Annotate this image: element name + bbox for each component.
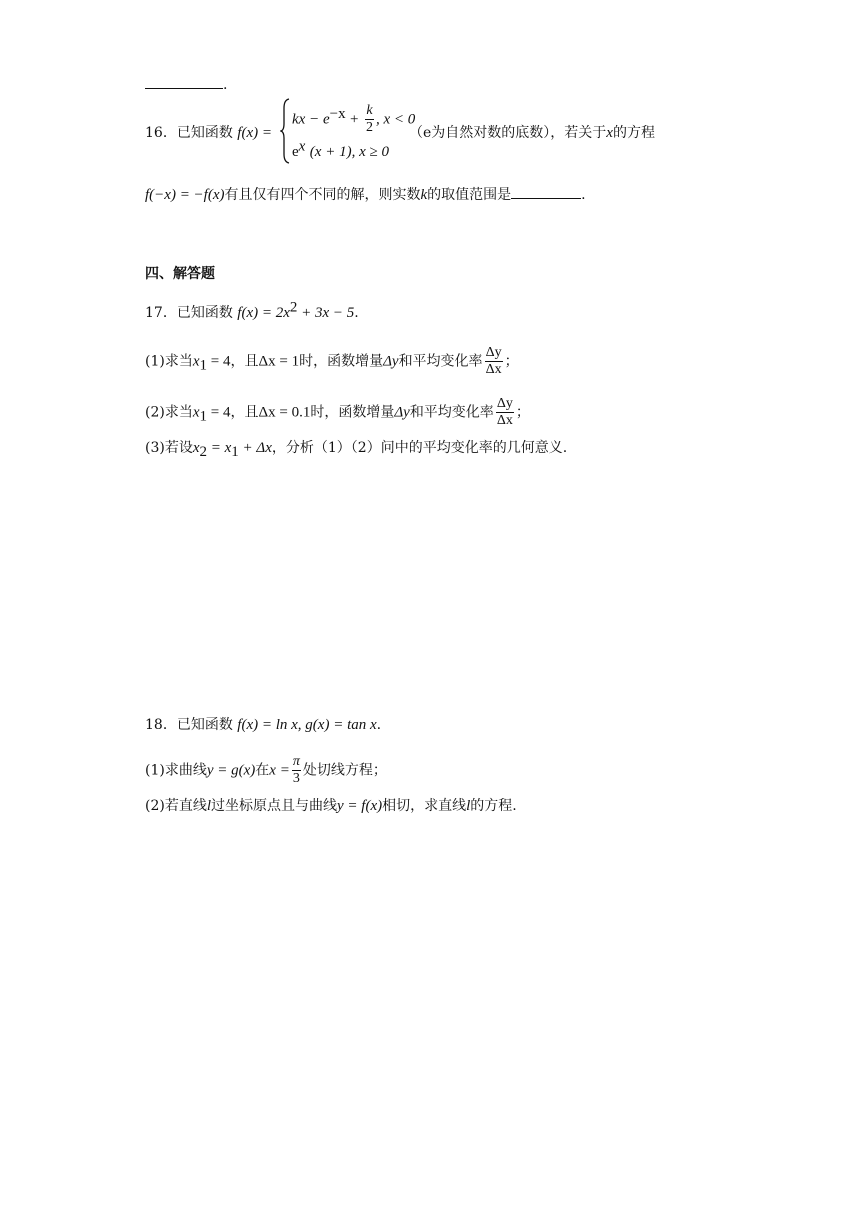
q17-p1-dy: Δy (383, 353, 399, 370)
q18-p1-curve: y = g(x) (206, 762, 256, 779)
q16-line2 (145, 184, 586, 205)
case2-rest: (x + 1), x ≥ 0 (309, 144, 389, 160)
fraction-numerator: π (292, 754, 300, 769)
q16-note-end: 的方程 (612, 125, 655, 141)
q17-part1 (145, 345, 519, 378)
q17-p2-x: x (192, 404, 200, 421)
q17-p2-rate: 和平均变化率 (409, 404, 494, 421)
piecewise-case-1 (292, 103, 415, 136)
case2-base: e (292, 144, 299, 160)
section-heading: 四、解答题 (145, 266, 215, 282)
q17-p2-dx: Δx = 0.1 (258, 404, 311, 421)
q18-p2-text2: 相切，求直线 (382, 798, 467, 814)
q17-p3-eq: = x (207, 440, 232, 456)
q16-note (409, 123, 655, 143)
q18-stem (145, 715, 381, 735)
piecewise-brace (280, 98, 290, 164)
q17-p1-rate: 和平均变化率 (398, 353, 483, 370)
q16-equation: f(−x) = −f(x) (145, 187, 225, 203)
question-number: 18． (145, 717, 177, 733)
q17-p1-x: x (192, 353, 200, 370)
q17-p1-val: = 4 (207, 353, 231, 370)
pi-fraction (292, 754, 301, 787)
q18-funcs: f(x) = ln x, g(x) = tan x (237, 717, 377, 733)
q18-funcs-end: . (376, 717, 382, 733)
q18-p1-at: 在 (255, 762, 270, 779)
previous-answer-line (145, 74, 227, 95)
q18-part2 (145, 796, 517, 816)
q16-var: x (606, 125, 613, 141)
q17-p2-dy: Δy (394, 404, 410, 421)
q17-p2-and: ，且 (230, 404, 259, 421)
case1-condition: , x < 0 (375, 111, 416, 128)
q17-func-tail: + 3x − 5 (297, 305, 355, 321)
q17-p2-sub: 1 (199, 408, 208, 425)
q17-p2-when: 时，函数增量 (310, 404, 395, 421)
q17-p3-text: ，分析（1）（2）问中的平均变化率的几何意义. (271, 440, 568, 456)
q17-func: f(x) = 2x (237, 305, 290, 321)
fraction-denominator: Δx (485, 362, 502, 377)
fraction-denominator: Δx (496, 413, 513, 428)
q17-p2-label: (2)求当 (145, 404, 193, 421)
q17-part2 (145, 396, 530, 429)
answer-blank (511, 184, 581, 199)
q17-stem (145, 299, 359, 323)
case1-fraction (365, 103, 374, 136)
q16-line2-text2: 的取值范围是 (427, 187, 512, 203)
q18-p1-x: x = (269, 762, 290, 779)
fraction-numerator: Δy (485, 345, 502, 360)
rate-fraction (496, 396, 514, 429)
rate-fraction (485, 345, 503, 378)
case1-expr: kx − e (292, 111, 330, 128)
q18-p2-l2: l (466, 798, 471, 814)
q17-p1-and: ，且 (230, 353, 259, 370)
fraction-numerator: Δy (496, 396, 513, 411)
q17-p3-sub1: 1 (231, 443, 239, 460)
q18-intro: 已知函数 (176, 717, 233, 733)
q17-p1-dx: Δx = 1 (258, 353, 300, 370)
q18-p2-curve: y = f(x) (337, 798, 383, 814)
q17-func-exp: 2 (289, 299, 298, 316)
q17-p2-val: = 4 (207, 404, 231, 421)
q17-p3-sub2: 2 (199, 443, 208, 460)
q17-p3-plus: + Δx (238, 440, 272, 456)
q16-line1 (145, 123, 272, 143)
q16-note-text: （e为自然对数的底数），若关于 (409, 125, 607, 141)
piecewise-case-2 (292, 138, 389, 162)
q17-p1-label: (1)求当 (145, 353, 193, 370)
q18-p2-l: l (206, 798, 212, 814)
q16-line2-text: 有且仅有四个不同的解，则实数 (224, 187, 421, 203)
q16-func-lhs: f(x) = (237, 125, 272, 141)
fraction-denominator: 3 (292, 771, 300, 786)
q17-p3-label: (3)若设 (145, 440, 193, 456)
q18-p1-text: 处切线方程； (302, 762, 387, 779)
q17-intro: 已知函数 (176, 305, 233, 321)
fraction-numerator: k (366, 103, 373, 118)
case1-plus: + (350, 111, 359, 128)
fraction-denominator: 2 (365, 120, 373, 135)
question-number: 16． (145, 125, 177, 141)
q17-p1-sub: 1 (199, 357, 208, 374)
answer-blank (145, 74, 223, 89)
q18-p2-end: 的方程. (470, 798, 517, 814)
period: . (223, 77, 228, 93)
q18-p2-label: (2)若直线 (145, 798, 207, 814)
q17-p3-x2: x (192, 440, 200, 456)
q18-p2-text: 过坐标原点且与曲线 (211, 798, 338, 814)
case1-exponent: −x (329, 105, 346, 122)
q18-p1-label: (1)求曲线 (145, 762, 207, 779)
q16-intro: 已知函数 (176, 125, 233, 141)
q17-part3 (145, 438, 567, 458)
q17-p1-end: ； (504, 353, 519, 370)
q18-part1 (145, 754, 387, 787)
q17-func-end: . (354, 305, 359, 321)
question-number: 17． (145, 305, 177, 321)
q17-p2-end: ； (515, 404, 530, 421)
q17-p1-when: 时，函数增量 (299, 353, 384, 370)
q16-var-k: k (420, 187, 428, 203)
case2-exponent: x (298, 138, 306, 155)
q16-end: . (581, 187, 586, 203)
